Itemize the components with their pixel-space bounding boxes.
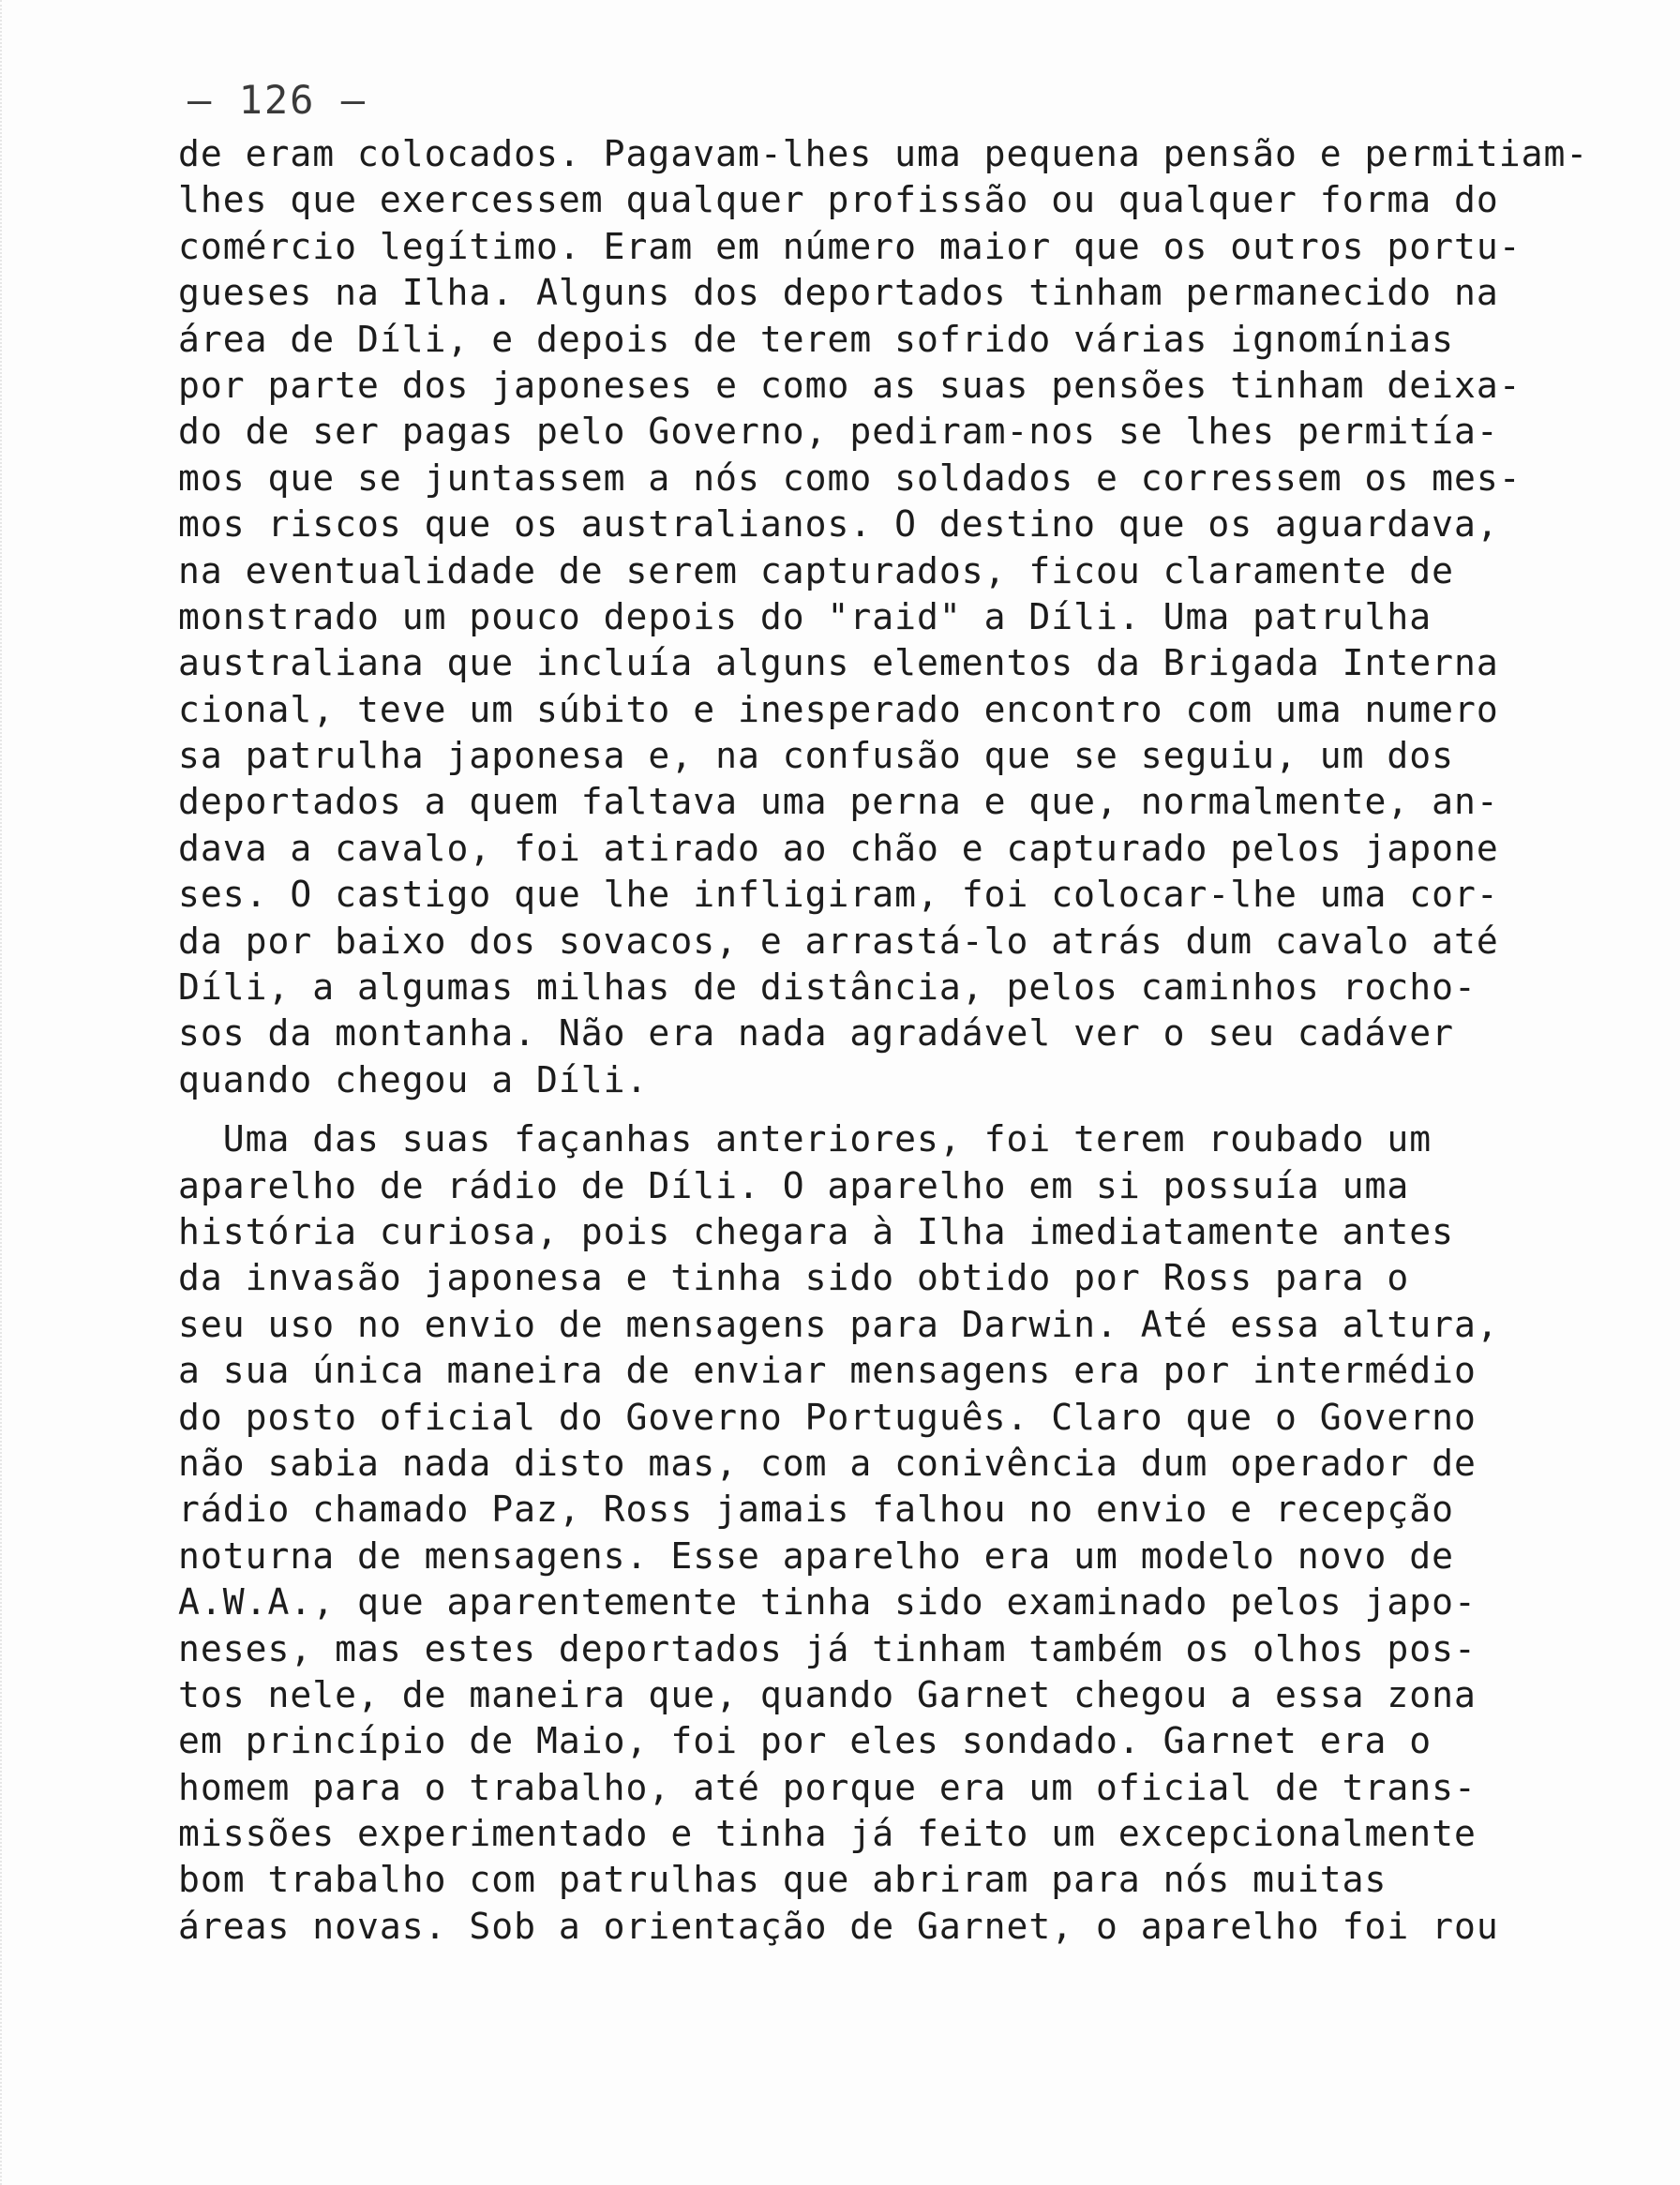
text-line: mos riscos que os australianos. O destino que os aguardava,	[178, 503, 1499, 546]
text-line: dava a cavalo, foi atirado ao chão e capturado pelos japone	[178, 827, 1499, 869]
page-number: – 126 –	[188, 77, 368, 123]
text-line: lhes que exercessem qualquer profissão ou qualquer forma do	[178, 179, 1499, 221]
text-line: seu uso no envio de mensagens para Darwin. Até essa altura,	[178, 1303, 1499, 1345]
text-line: sos da montanha. Não era nada agradável ver o seu cadáver	[178, 1012, 1455, 1055]
text-line: área de Díli, e depois de terem sofrido várias ignomínias	[178, 318, 1455, 360]
text-line: de eram colocados. Pagavam-lhes uma pequena pensão e permitiam-	[178, 133, 1589, 174]
text-line: do de ser pagas pelo Governo, pediram-nos se lhes permitía-	[178, 411, 1499, 453]
text-line: comércio legítimo. Eram em número maior que os outros portu-	[178, 225, 1522, 267]
text-line: neses, mas estes deportados já tinham também os olhos pos-	[178, 1627, 1477, 1669]
text-line: ses. O castigo que lhe infligiram, foi colocar-lhe uma cor-	[178, 874, 1499, 916]
paragraph-gap	[178, 1103, 1509, 1116]
body-text	[178, 131, 1589, 1950]
scan-edge-marks	[0, 0, 30, 2185]
text-line: deportados a quem faltava uma perna e que, normalmente, an-	[178, 781, 1499, 823]
text-line: mos que se juntassem a nós como soldados e corressem os mes-	[178, 456, 1522, 499]
text-line: rádio chamado Paz, Ross jamais falhou no envio e recepção	[178, 1489, 1455, 1531]
text-line: da invasão japonesa e tinha sido obtido por Ross para o	[178, 1257, 1410, 1299]
text-line: noturna de mensagens. Esse aparelho era um modelo novo de	[178, 1534, 1455, 1577]
text-line: monstrado um pouco depois do "raid" a Díli. Uma patrulha	[178, 595, 1432, 637]
text-line: gueses na Ilha. Alguns dos deportados tinham permanecido na	[178, 272, 1499, 314]
text-line: do posto oficial do Governo Português. Claro que o Governo	[178, 1396, 1477, 1438]
text-line: história curiosa, pois chegara à Ilha imediatamente antes	[178, 1210, 1455, 1252]
text-line: em princípio de Maio, foi por eles sondado. Garnet era o	[178, 1720, 1432, 1762]
text-line: na eventualidade de serem capturados, ficou claramente de	[178, 549, 1455, 591]
text-line: sa patrulha japonesa e, na confusão que se seguiu, um dos	[178, 735, 1455, 777]
text-line: A.W.A., que aparentemente tinha sido examinado pelos japo-	[178, 1581, 1477, 1624]
paragraph-2	[178, 1116, 1509, 1950]
paragraph-1	[178, 131, 1589, 1103]
text-line: homem para o trabalho, até porque era um oficial de trans-	[178, 1766, 1477, 1808]
text-line: Díli, a algumas milhas de distância, pelos caminhos rocho-	[178, 966, 1477, 1009]
text-line: australiana que incluía alguns elementos da Brigada Interna	[178, 642, 1499, 684]
text-line: da por baixo dos sovacos, e arrastá-lo atrás dum cavalo até	[178, 920, 1499, 962]
text-line: por parte dos japoneses e como as suas pensões tinham deixa-	[178, 364, 1522, 406]
text-line: quando chegou a Díli.	[178, 1058, 649, 1100]
text-line: cional, teve um súbito e inesperado encontro com uma numero	[178, 688, 1499, 730]
text-line: aparelho de rádio de Díli. O aparelho em si possuía uma	[178, 1164, 1410, 1206]
text-line: áreas novas. Sob a orientação de Garnet, o aparelho foi rou	[178, 1905, 1499, 1947]
text-line: não sabia nada disto mas, com a conivência dum operador de	[178, 1442, 1477, 1484]
text-line: Uma das suas façanhas anteriores, foi terem roubado um	[178, 1118, 1432, 1160]
text-line: a sua única maneira de enviar mensagens era por intermédio	[178, 1350, 1477, 1392]
text-line: bom trabalho com patrulhas que abriram para nós muitas	[178, 1859, 1388, 1901]
text-line: tos nele, de maneira que, quando Garnet chegou a essa zona	[178, 1673, 1477, 1715]
text-line: missões experimentado e tinha já feito um excepcionalmente	[178, 1813, 1477, 1855]
